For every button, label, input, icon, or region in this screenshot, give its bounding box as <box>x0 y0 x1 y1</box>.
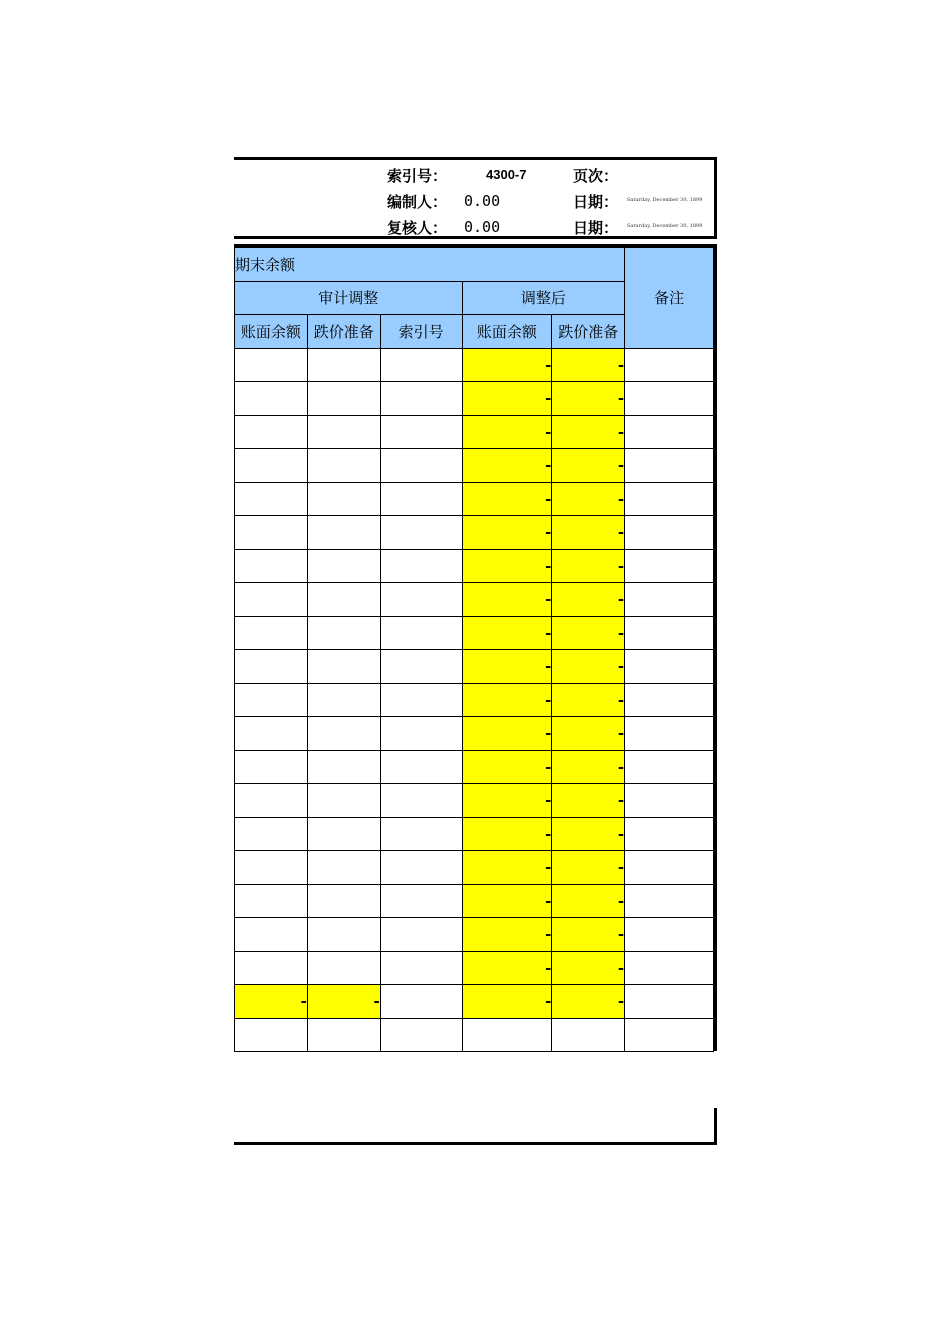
empty-cell[interactable] <box>625 750 714 784</box>
empty-cell[interactable] <box>235 851 308 885</box>
empty-cell[interactable] <box>380 449 462 483</box>
empty-cell[interactable] <box>625 616 714 650</box>
audit-adjust-header: 审计调整 <box>235 281 463 315</box>
blank-row <box>235 1018 714 1052</box>
empty-cell[interactable] <box>307 918 380 952</box>
value-cell[interactable]: - <box>552 683 625 717</box>
empty-cell[interactable] <box>235 516 308 550</box>
empty-cell[interactable] <box>380 382 462 416</box>
value-cell[interactable]: - <box>552 449 625 483</box>
empty-cell[interactable] <box>625 549 714 583</box>
value-cell[interactable]: - <box>462 348 552 382</box>
table-row <box>235 784 714 818</box>
empty-cell[interactable] <box>235 549 308 583</box>
table-row <box>235 549 714 583</box>
reviewer-label: 复核人： <box>387 219 448 237</box>
empty-cell[interactable] <box>307 382 380 416</box>
balance-table-frame <box>234 244 717 1051</box>
remarks-header: 备注 <box>625 248 714 349</box>
value-cell[interactable]: - <box>462 918 552 952</box>
preparer-value: 0.00 <box>464 192 501 210</box>
empty-cell[interactable] <box>307 851 380 885</box>
value-cell[interactable]: - <box>552 516 625 550</box>
date-value-2: Saturday, December 30, 1899 <box>627 223 703 229</box>
footer-block <box>234 1108 717 1145</box>
col-impairment-1: 跌价准备 <box>307 315 380 349</box>
table-row <box>235 449 714 483</box>
empty-cell[interactable] <box>625 1018 714 1052</box>
table-row <box>235 683 714 717</box>
table-row <box>235 348 714 382</box>
value-cell[interactable]: - <box>552 918 625 952</box>
table-row <box>235 516 714 550</box>
empty-cell[interactable] <box>625 449 714 483</box>
empty-cell[interactable] <box>307 683 380 717</box>
preparer-label: 编制人： <box>387 193 448 211</box>
empty-cell[interactable] <box>235 784 308 818</box>
table-row <box>235 717 714 751</box>
value-cell[interactable]: - <box>235 985 308 1019</box>
empty-cell[interactable] <box>235 415 308 449</box>
balance-table <box>234 247 714 1052</box>
empty-cell[interactable] <box>307 549 380 583</box>
reviewer-value: 0.00 <box>464 218 501 236</box>
empty-cell[interactable] <box>235 817 308 851</box>
empty-cell[interactable] <box>625 717 714 751</box>
value-cell[interactable]: - <box>552 951 625 985</box>
empty-cell[interactable] <box>625 382 714 416</box>
value-cell[interactable]: - <box>307 985 380 1019</box>
empty-cell[interactable] <box>380 516 462 550</box>
empty-cell[interactable] <box>380 717 462 751</box>
date-label-2: 日期： <box>573 219 619 237</box>
col-book-balance-2: 账面余额 <box>462 315 552 349</box>
empty-cell[interactable] <box>307 616 380 650</box>
empty-cell[interactable] <box>307 1018 380 1052</box>
col-book-balance-1: 账面余额 <box>235 315 308 349</box>
empty-cell[interactable] <box>307 650 380 684</box>
empty-cell[interactable] <box>307 348 380 382</box>
value-cell[interactable]: - <box>552 415 625 449</box>
group-title-cell: 期末余额 <box>235 248 625 282</box>
header-row-1 <box>235 248 714 282</box>
empty-cell[interactable] <box>235 884 308 918</box>
value-cell[interactable]: - <box>462 583 552 617</box>
value-cell[interactable]: - <box>462 784 552 818</box>
empty-cell[interactable] <box>625 851 714 885</box>
value-cell[interactable]: - <box>552 583 625 617</box>
table-row <box>235 482 714 516</box>
empty-cell[interactable] <box>380 918 462 952</box>
value-cell[interactable]: - <box>552 348 625 382</box>
empty-cell[interactable] <box>380 750 462 784</box>
index-value: 4300-7 <box>486 167 527 182</box>
table-row <box>235 750 714 784</box>
table-row <box>235 851 714 885</box>
empty-cell[interactable] <box>235 750 308 784</box>
value-cell[interactable]: - <box>462 817 552 851</box>
table-row <box>235 817 714 851</box>
empty-cell[interactable] <box>625 918 714 952</box>
empty-cell[interactable] <box>380 851 462 885</box>
table-row <box>235 616 714 650</box>
empty-cell[interactable] <box>380 415 462 449</box>
empty-cell[interactable] <box>625 951 714 985</box>
total-row <box>235 985 714 1019</box>
date-label-1: 日期： <box>573 193 619 211</box>
empty-cell[interactable] <box>307 482 380 516</box>
empty-cell[interactable] <box>380 348 462 382</box>
page-label: 页次： <box>573 167 619 185</box>
value-cell[interactable]: - <box>552 784 625 818</box>
value-cell[interactable]: - <box>552 549 625 583</box>
value-cell[interactable]: - <box>462 985 552 1019</box>
table-row <box>235 951 714 985</box>
empty-cell[interactable] <box>307 415 380 449</box>
empty-cell[interactable] <box>235 683 308 717</box>
value-cell[interactable]: - <box>462 851 552 885</box>
table-row <box>235 918 714 952</box>
empty-cell[interactable] <box>552 1018 625 1052</box>
empty-cell[interactable] <box>307 951 380 985</box>
empty-cell[interactable] <box>307 817 380 851</box>
empty-cell[interactable] <box>380 985 462 1019</box>
value-cell[interactable]: - <box>552 650 625 684</box>
table-row <box>235 884 714 918</box>
empty-cell[interactable] <box>625 683 714 717</box>
value-cell[interactable]: - <box>462 951 552 985</box>
value-cell[interactable]: - <box>462 382 552 416</box>
value-cell[interactable]: - <box>462 717 552 751</box>
value-cell[interactable]: - <box>552 717 625 751</box>
empty-cell[interactable] <box>625 650 714 684</box>
empty-cell[interactable] <box>307 449 380 483</box>
empty-cell[interactable] <box>380 482 462 516</box>
empty-cell[interactable] <box>380 549 462 583</box>
empty-cell[interactable] <box>235 348 308 382</box>
empty-cell[interactable] <box>307 884 380 918</box>
value-cell[interactable]: - <box>462 482 552 516</box>
value-cell[interactable]: - <box>462 650 552 684</box>
value-cell[interactable]: - <box>462 616 552 650</box>
empty-cell[interactable] <box>625 516 714 550</box>
empty-cell[interactable] <box>380 784 462 818</box>
value-cell[interactable]: - <box>462 516 552 550</box>
empty-cell[interactable] <box>235 717 308 751</box>
empty-cell[interactable] <box>380 817 462 851</box>
empty-cell[interactable] <box>625 348 714 382</box>
empty-cell[interactable] <box>625 583 714 617</box>
value-cell[interactable]: - <box>552 482 625 516</box>
empty-cell[interactable] <box>235 482 308 516</box>
header-info-block <box>234 157 717 239</box>
empty-cell[interactable] <box>625 415 714 449</box>
value-cell[interactable]: - <box>462 449 552 483</box>
value-cell[interactable]: - <box>462 884 552 918</box>
empty-cell[interactable] <box>235 583 308 617</box>
empty-cell[interactable] <box>380 583 462 617</box>
value-cell[interactable]: - <box>462 683 552 717</box>
value-cell[interactable]: - <box>552 851 625 885</box>
table-row <box>235 382 714 416</box>
empty-cell[interactable] <box>380 650 462 684</box>
col-index-no: 索引号 <box>380 315 462 349</box>
value-cell[interactable]: - <box>462 750 552 784</box>
empty-cell[interactable] <box>625 784 714 818</box>
table-row <box>235 415 714 449</box>
empty-cell[interactable] <box>625 482 714 516</box>
empty-cell[interactable] <box>235 382 308 416</box>
value-cell[interactable]: - <box>462 415 552 449</box>
empty-cell[interactable] <box>235 918 308 952</box>
value-cell[interactable]: - <box>552 616 625 650</box>
table-row <box>235 583 714 617</box>
empty-cell[interactable] <box>235 650 308 684</box>
value-cell[interactable]: - <box>552 382 625 416</box>
table-row <box>235 650 714 684</box>
empty-cell[interactable] <box>235 951 308 985</box>
empty-cell[interactable] <box>380 1018 462 1052</box>
value-cell[interactable]: - <box>552 985 625 1019</box>
index-label: 索引号： <box>387 167 448 185</box>
empty-cell[interactable] <box>380 683 462 717</box>
empty-cell[interactable] <box>625 884 714 918</box>
empty-cell[interactable] <box>235 449 308 483</box>
empty-cell[interactable] <box>307 717 380 751</box>
empty-cell[interactable] <box>625 817 714 851</box>
empty-cell[interactable] <box>380 616 462 650</box>
table-body <box>235 248 714 1052</box>
date-value-1: Saturday, December 30, 1899 <box>627 197 703 203</box>
empty-cell[interactable] <box>380 951 462 985</box>
empty-cell[interactable] <box>307 583 380 617</box>
empty-cell[interactable] <box>462 1018 552 1052</box>
after-adjust-header: 调整后 <box>462 281 625 315</box>
value-cell[interactable]: - <box>552 884 625 918</box>
empty-cell[interactable] <box>235 1018 308 1052</box>
empty-cell[interactable] <box>307 750 380 784</box>
empty-cell[interactable] <box>380 884 462 918</box>
empty-cell[interactable] <box>625 985 714 1019</box>
empty-cell[interactable] <box>307 516 380 550</box>
value-cell[interactable]: - <box>552 817 625 851</box>
empty-cell[interactable] <box>235 616 308 650</box>
value-cell[interactable]: - <box>462 549 552 583</box>
value-cell[interactable]: - <box>552 750 625 784</box>
col-impairment-2: 跌价准备 <box>552 315 625 349</box>
empty-cell[interactable] <box>307 784 380 818</box>
